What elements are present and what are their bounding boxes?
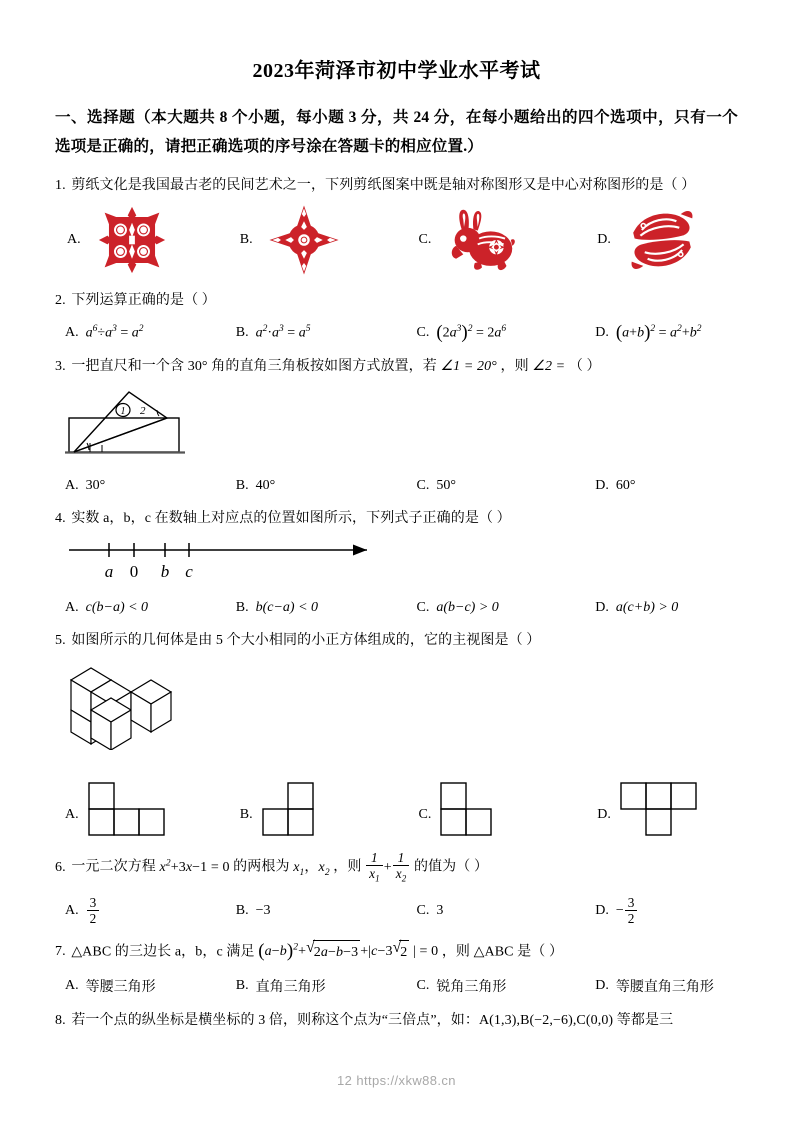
option-label: C. [416,902,430,918]
option-b[interactable] [226,896,397,926]
angle-1-label: 1 [120,406,126,418]
option-d[interactable] [567,781,738,837]
option-c[interactable] [397,600,568,616]
option-expression: −3 [255,902,271,918]
question-8-stem [55,1010,738,1032]
option-label: C. [416,599,430,615]
question-2-options [55,324,738,342]
option-expression: a(c+b) > 0 [615,599,679,615]
option-label: D. [597,806,611,822]
fraction-denominator: 2 [625,910,638,925]
option-label: D. [595,599,609,615]
option-b[interactable] [226,324,397,342]
section-heading: 一、选择题（本大题共 8 个小题，每小题 3 分，共 24 分，在每小题给出的四个选项中，只有一个选项是正确的，请把正确选项的序号涂在答题卡的相应位置.） [55,109,738,155]
question-1-text: 剪纸文化是我国最古老的民间艺术之一，下列剪纸图案中既是轴对称图形又是中心对称图形的是（ ） [71,178,696,194]
question-4-number: 4. [55,511,66,527]
question-4-text: 实数 a，b，c 在数轴上对应点的位置如图所示，下列式子正确的是（ ） [71,511,511,527]
option-label: A. [65,977,79,993]
front-view-d-icon [619,781,699,837]
question-8-number: 8. [55,1012,66,1028]
option-label: B. [235,902,249,918]
option-expression: $(2a^3)^2 = 2a^6$ [436,322,507,344]
papercut-rabbit-icon [443,204,521,276]
option-label: A. [67,231,81,247]
ruler-triangle-diagram-icon [63,386,213,461]
question-3-text-part2: 角的直角三角板按如图方式放置，若 [211,358,437,374]
question-5-figure [65,658,738,755]
question-5-stem [55,630,738,652]
option-label: B. [235,478,249,494]
question-3-options [55,478,738,494]
option-label: A. [65,806,79,822]
option-label: D. [595,977,609,993]
option-label: A. [65,902,79,918]
question-2-text: 下列运算正确的是（ ） [71,292,216,308]
question-6-roots: $x_1$，$x_2$ [293,859,330,878]
question-4-options [55,600,738,616]
fraction-numerator: 3 [627,894,635,910]
question-7-number: 7. [55,943,66,959]
tick-label-b: b [160,561,170,581]
question-6-equation: $x^2+3x-1 = 0$ [159,858,230,875]
question-2-stem [55,290,738,312]
option-expression: $a^2\cdot a^3 = a^5$ [255,324,311,341]
option-a[interactable] [55,896,226,926]
option-label: D. [595,478,609,494]
question-1-number: 1. [55,178,66,194]
option-expression: b(c−a) < 0 [255,599,319,615]
option-c[interactable] [397,478,568,494]
question-6-sum-expression: $\frac{1}{x_1}$ + $\frac{1}{x_2}$ [365,860,410,875]
option-label: B. [235,599,249,615]
option-expression: 等腰直角三角形 [615,979,714,995]
question-1-stem [55,175,738,197]
option-d[interactable] [567,478,738,494]
question-7-text-part1: △ABC 的三边长 a，b，c 满足 [71,943,255,959]
option-expression [87,896,100,926]
option-c[interactable] [397,204,568,276]
question-3-angle1: ∠1 = 20° [440,358,497,374]
question-3-text-part4: （ ） [568,358,601,374]
option-d[interactable] [567,204,738,276]
question-7-text-part2: ，则 [441,943,471,959]
question-4-figure [65,537,738,588]
option-c[interactable] [397,781,568,837]
option-expression: 直角三角形 [255,979,326,995]
option-expression: 60° [615,478,636,494]
option-expression: 等腰三角形 [85,979,156,995]
option-label: B. [235,977,249,993]
question-6-stem [55,851,738,884]
option-b[interactable] [226,781,397,837]
option-a[interactable] [55,324,226,342]
option-c[interactable] [397,896,568,926]
question-3-text-part1: 一把直尺和一个含 [71,358,185,374]
question-4-stem [55,508,738,530]
option-label: D. [595,902,609,918]
option-expression: c(b−a) < 0 [85,599,149,615]
papercut-diamond-star-icon [265,204,343,276]
fraction-numerator: 3 [89,894,97,910]
question-3-stem [55,356,738,378]
option-a[interactable] [55,600,226,616]
option-expression: 锐角三角形 [436,979,507,995]
question-6-text-prefix: 一元二次方程 [71,859,156,875]
question-6-text-suffix: 的值为（ ） [413,859,489,875]
option-sign: − [615,902,624,918]
option-expression: 50° [436,478,456,494]
option-a[interactable] [55,478,226,494]
papercut-symmetric-square-icon [93,204,171,276]
option-a[interactable] [55,204,226,276]
page-footer: 12 https://xkw88.cn [337,1073,456,1088]
option-label: D. [597,231,611,247]
option-label: C. [418,231,432,247]
option-label: C. [416,324,430,340]
tick-label-a: a [104,561,114,581]
question-7-text-part3: △ABC 是（ ） [473,943,564,959]
question-5-options [55,759,738,837]
question-5-text: 如图所示的几何体是由 5 个大小相同的小正方体组成的，它的主视图是（ ） [71,632,541,648]
option-d[interactable] [567,896,738,926]
tick-label-c: c [185,561,193,581]
option-expression: $a^6\div a^3 = a^2$ [85,324,144,341]
question-3-angle2: ∠2 = [532,358,566,374]
option-label: B. [239,806,253,822]
option-label: C. [418,806,432,822]
question-3-number: 3. [55,358,66,374]
option-expression: 3 [436,902,444,918]
question-7-condition: $(a-b)^2+$ √ 2a−b−3 +|c−3 √ 2 | = 0 [258,944,438,959]
option-label: B. [239,231,253,247]
angle-2-label: 2 [140,405,146,418]
option-label: C. [416,478,430,494]
question-6-options [55,896,738,926]
tick-label-0: 0 [129,561,139,581]
question-6-text-then: ，则 [333,859,362,875]
option-a[interactable] [55,976,226,996]
option-label: D. [595,324,609,340]
question-1-options [55,204,738,276]
option-label: C. [416,977,430,993]
option-expression: $(a+b)^2 = a^2+b^2$ [615,322,702,344]
question-2-number: 2. [55,292,66,308]
question-7-options [55,976,738,996]
fraction-denominator: 2 [87,910,100,925]
papercut-double-fish-icon [623,204,701,276]
option-d[interactable] [567,976,738,996]
front-view-b-icon [261,781,317,837]
front-view-a-icon [87,781,165,837]
question-6-number: 6. [55,859,66,875]
option-label: A. [65,599,79,615]
option-b[interactable] [226,976,397,996]
question-3-figure [63,386,738,466]
option-c[interactable] [397,324,568,342]
option-label: A. [65,478,79,494]
question-3-angle-value: 30° [187,358,208,374]
option-d[interactable] [567,324,738,342]
option-expression [625,896,638,926]
page-title: 2023年菏泽市初中学业水平考试 [252,60,541,82]
option-c[interactable] [397,976,568,996]
option-label: B. [235,324,249,340]
front-view-c-icon [439,781,495,837]
option-b[interactable] [226,600,397,616]
option-label: A. [65,324,79,340]
question-5-number: 5. [55,632,66,648]
option-d[interactable] [567,600,738,616]
cube-solid-diagram-icon [65,658,175,750]
option-b[interactable] [226,478,397,494]
question-8-text: 若一个点的纵坐标是横坐标的 3 倍，则称这个点为“三倍点”，如：A(1,3),B(−2,−6),C(0,0) 等都是三 [71,1012,674,1028]
option-expression: a(b−c) > 0 [436,599,499,615]
option-a[interactable] [55,781,226,837]
question-7-stem [55,940,738,964]
question-6-text-mid: 的两根为 [233,859,290,875]
option-expression: 40° [255,478,276,494]
question-3-text-part3: ，则 [500,358,529,374]
option-b[interactable] [226,204,397,276]
option-expression: 30° [85,478,106,494]
number-line-diagram-icon [65,537,395,583]
